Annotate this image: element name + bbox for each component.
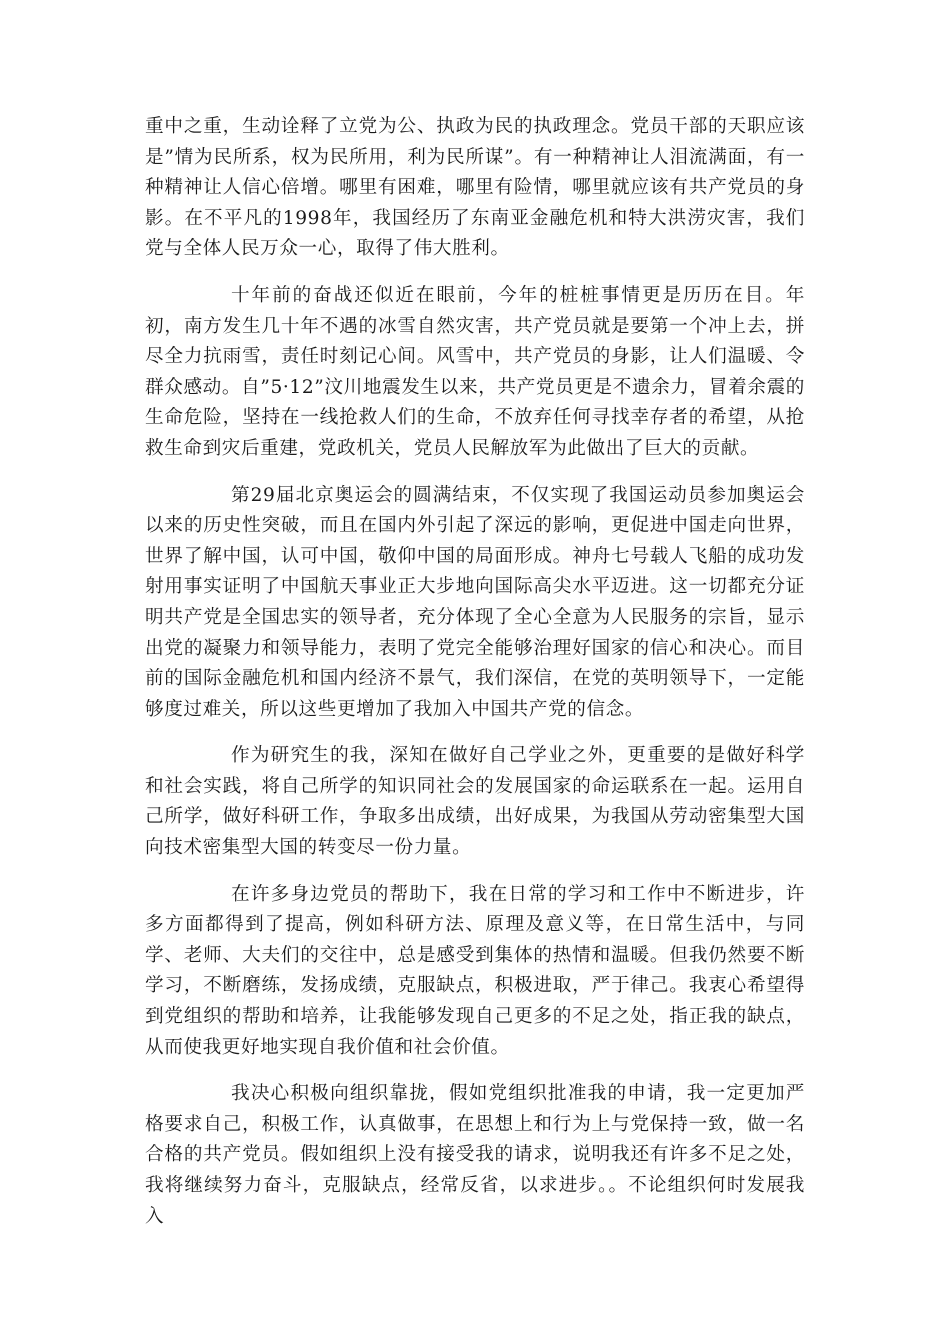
paragraph-1: 重中之重，生动诠释了立党为公、执政为民的执政理念。党员干部的天职应该是”情为民所系，权为民所用，利为民所谋”。有一种精神让人泪流满面，有一种精神让人信心倍增。哪里有困难，哪里有险情，哪里就应该有共产党员的身影。在不平凡的1998年，我国经历了东南亚金融危机和特大洪涝灾害，我们党与全体人民万众一心，取得了伟大胜利。 — [145, 116, 805, 260]
paragraph-6: 我决心积极向组织靠拢，假如党组织批准我的申请，我一定更加严格要求自己，积极工作，认真做事，在思想上和行为上与党保持一致，做一名合格的共产党员。假如组织上没有接受我的请求，说明我还有许多不足之处，我将继续努力奋斗，克服缺点，经常反省，以求进步。。不论组织何时发展我入 — [145, 1083, 805, 1227]
paragraph-3: 第29届北京奥运会的圆满结束，不仅实现了我国运动员参加奥运会以来的历史性突破，而且在国内外引起了深远的影响，更促进中国走向世界，世界了解中国，认可中国，敬仰中国的局面形成。神舟七号载人飞船的成功发射用事实证明了中国航天事业正大步地向国际高尖水平迈进。这一切都充分证明共产党是全国忠实的领导者，充分体现了全心全意为人民服务的宗旨，显示出党的凝聚力和领导能力，表明了党完全能够治理好国家的信心和决心。而目前的国际金融危机和国内经济不景气，我们深信，在党的英明领导下，一定能够度过难关，所以这些更增加了我加入中国共产党的信念。 — [145, 484, 805, 720]
paragraph-4: 作为研究生的我，深知在做好自己学业之外，更重要的是做好科学和社会实践，将自己所学的知识同社会的发展国家的命运联系在一起。运用自己所学，做好科研工作，争取多出成绩，出好成果，为我国从劳动密集型大国向技术密集型大国的转变尽一份力量。 — [145, 745, 805, 859]
paragraph-2: 十年前的奋战还似近在眼前，今年的桩桩事情更是历历在目。年初，南方发生几十年不遇的冰雪自然灾害，共产党员就是要第一个冲上去，拼尽全力抗雨雪，责任时刻记心间。风雪中，共产党员的身影，让人们温暖、令群众感动。自”5·12”汶川地震发生以来，共产党员更是不遗余力，冒着余震的生命危险，坚持在一线抢救人们的生命，不放弃任何寻找幸存者的希望，从抢救生命到灾后重建，党政机关，党员人民解放军为此做出了巨大的贡献。 — [145, 284, 805, 459]
paragraph-5: 在许多身边党员的帮助下，我在日常的学习和工作中不断进步，许多方面都得到了提高，例如科研方法、原理及意义等，在日常生活中，与同学、老师、大夫们的交往中，总是感受到集体的热情和温暖。但我仍然要不断学习，不断磨练，发扬成绩，克服缺点，积极进取，严于律己。我衷心希望得到党组织的帮助和培养，让我能够发现自己更多的不足之处，指正我的缺点，从而使我更好地实现自我价值和社会价值。 — [145, 883, 805, 1058]
document-body — [145, 112, 805, 1248]
